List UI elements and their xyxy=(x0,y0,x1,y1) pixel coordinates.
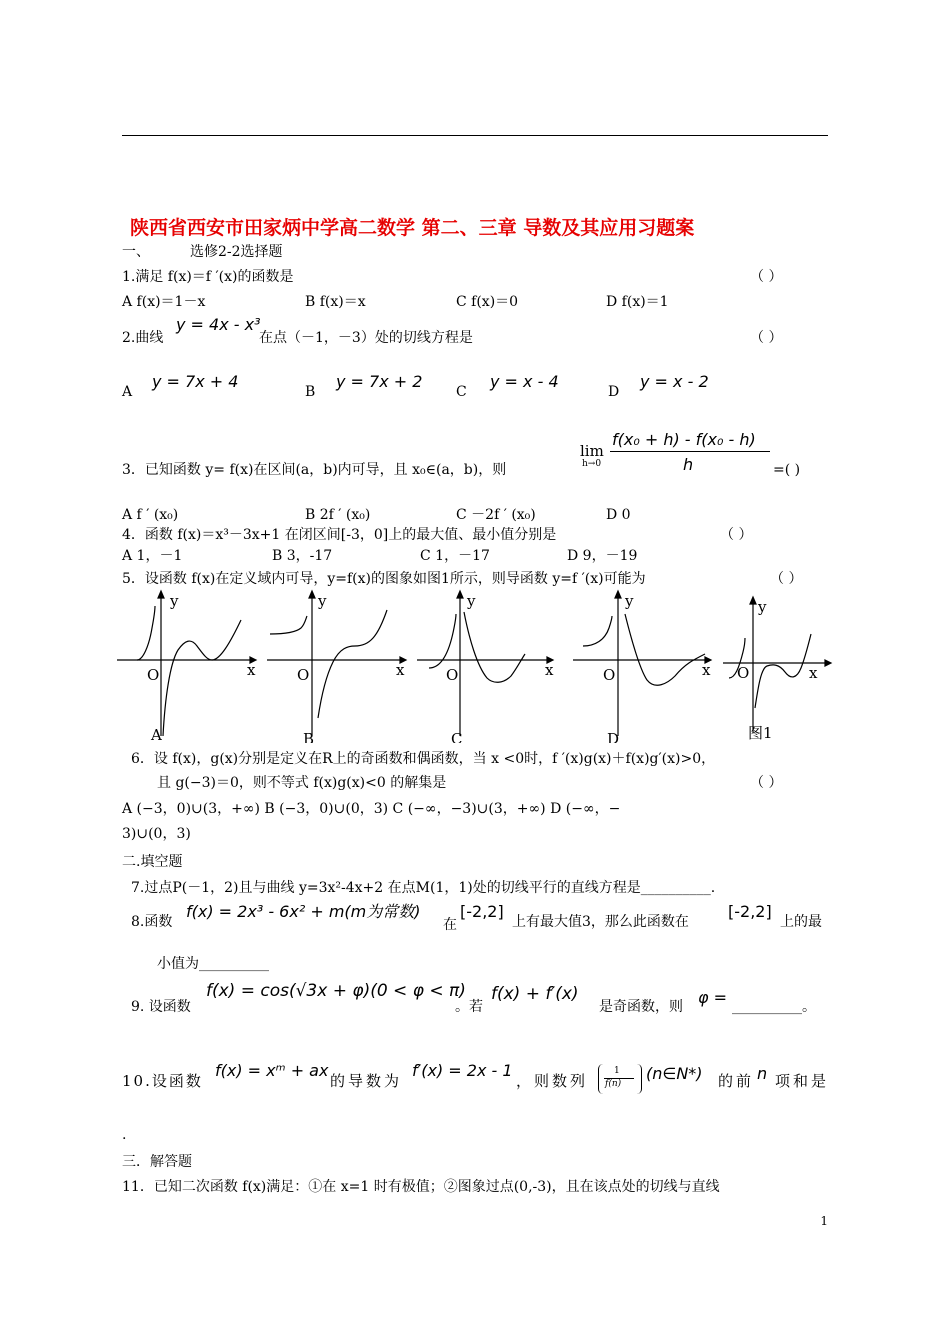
section1-label: 选修2-2选择题 xyxy=(190,244,283,260)
q10-n: n xyxy=(757,1064,768,1083)
graph-fig1-curve-right xyxy=(755,634,811,708)
q10-seq-numerator: 1 xyxy=(614,1066,620,1076)
q5-stem: 5．设函数 f(x)在定义域内可导，y=f(x)的图象如图1所示，则导函数 y=f ′(x)可能为 xyxy=(122,571,646,587)
q1-option-b: B f(x)＝x xyxy=(305,294,366,310)
q8-interval-2: [-2,2] xyxy=(728,902,772,921)
q8-stem-post: 上的最 xyxy=(780,914,822,930)
q4-option-b: B 3，-17 xyxy=(272,548,333,564)
q4-option-a: A 1，－1 xyxy=(122,548,183,564)
q9-blank: __________。 xyxy=(732,999,816,1015)
q6-line1: 6．设 f(x)，g(x)分别是定义在R上的奇函数和偶函数，当 x <0时，f ′(x)g(x)＋f(x)g′(x)>0， xyxy=(131,751,716,767)
q10-line2: . xyxy=(122,1127,127,1143)
q10-stem-mid2: ，则数列 xyxy=(516,1072,589,1090)
page-number: 1 xyxy=(820,1214,828,1228)
q3-stem: 3．已知函数 y= f(x)在区间(a，b)内可导，且 x₀∈(a，b)，则 xyxy=(122,462,507,478)
q8-stem-pre: 8.函数 xyxy=(131,914,173,930)
q3-option-d: D 0 xyxy=(606,507,631,523)
graph-d-x-label: x xyxy=(702,661,711,679)
q4-option-c: C 1，－17 xyxy=(420,548,490,564)
graph-c-origin: O xyxy=(446,666,459,684)
q11-stem: 11．已知二次函数 f(x)满足：①在 x=1 时有极值；②图象过点(0,-3)，且在该点处的切线与直线 xyxy=(122,1179,720,1195)
graph-b-curve-right xyxy=(318,610,387,718)
q3-fraction-bar xyxy=(610,451,770,452)
q10-stem-mid1: 的导数为 xyxy=(330,1072,403,1090)
q2-option-d: y = x - 2 xyxy=(640,372,709,391)
q3-option-a: A f ′ (x₀) xyxy=(122,507,179,523)
q9-stem-post: 是奇函数，则 xyxy=(599,999,683,1015)
q4-option-d: D 9，－19 xyxy=(567,548,638,564)
graph-fig1-y-arrow xyxy=(750,597,756,604)
graph-fig1-origin: O xyxy=(737,664,750,682)
q2-stem-pre: 2.曲线 xyxy=(122,330,164,346)
graph-fig1-y-label: y xyxy=(758,598,767,616)
q8-stem-mid1: 在 xyxy=(443,917,457,933)
q2-option-c-letter: C xyxy=(456,384,467,400)
graph-a-curve-left xyxy=(137,606,155,660)
q2-stem-post: 在点（－1，－3）处的切线方程是 xyxy=(259,330,473,346)
q2-option-d-letter: D xyxy=(608,384,620,400)
q2-option-c: y = x - 4 xyxy=(490,372,559,391)
q10-seq-denominator: f(n) xyxy=(605,1079,622,1089)
graph-a-curve-right xyxy=(163,620,241,736)
section1-number: 一、 xyxy=(122,244,150,260)
q9-stem-mid: 。若 xyxy=(455,999,483,1015)
q10-formula2: f′(x) = 2x - 1 xyxy=(412,1061,513,1080)
graph-b-y-arrow xyxy=(309,591,315,598)
q9-formula3: φ = xyxy=(698,988,728,1007)
graph-a-origin: O xyxy=(147,666,160,684)
graph-c-x-label: x xyxy=(545,661,554,679)
graph-a-y-label: y xyxy=(170,592,179,610)
q1-stem: 1.满足 f(x)＝f ′(x)的函数是 xyxy=(122,269,294,285)
q10-sequence-braces xyxy=(598,1064,642,1094)
graph-fig1-x-label: x xyxy=(809,664,818,682)
graph-b-y-label: y xyxy=(318,592,327,610)
graph-d-caption: D xyxy=(607,730,620,743)
q6-options-line2: 3)∪(0，3) xyxy=(122,826,191,842)
q1-answer-paren: （ ） xyxy=(750,269,783,285)
graph-a-caption: A xyxy=(151,726,162,743)
graph-d-origin: O xyxy=(603,666,616,684)
graph-c-curve-right xyxy=(464,612,525,682)
q2-option-a-letter: A xyxy=(122,384,133,400)
q1-option-d: D f(x)＝1 xyxy=(606,294,669,310)
q9-stem-pre: 9. 设函数 xyxy=(131,999,191,1015)
graph-b-origin: O xyxy=(297,666,310,684)
page-title: 陕西省西安市田家炳中学高二数学 第二、三章 导数及其应用习题案 xyxy=(130,217,695,239)
q6-line2: 且 g(−3)＝0，则不等式 f(x)g(x)<0 的解集是 xyxy=(157,775,447,791)
graph-fig1-caption: 图1 xyxy=(748,724,773,742)
q2-answer-paren: （ ） xyxy=(750,330,783,346)
q3-tail: =( ) xyxy=(773,462,801,478)
graph-c-y-label: y xyxy=(467,592,476,610)
q1-option-a: A f(x)＝1－x xyxy=(122,294,206,310)
q8-interval-1: [-2,2] xyxy=(460,902,504,921)
q3-option-b: B 2f ′ (x₀) xyxy=(305,507,371,523)
q10-stem-mid3: 的前 xyxy=(718,1072,755,1090)
q5-graphs xyxy=(115,588,835,743)
q6-answer-paren: （ ） xyxy=(750,775,783,791)
q3-numerator: f(x₀ + h) - f(x₀ - h) xyxy=(612,430,756,449)
q9-formula: f(x) = cos(√3x + φ)(0 < φ < π) xyxy=(206,981,466,1001)
graph-a-y-arrow xyxy=(158,591,164,598)
q8-formula: f(x) = 2x³ - 6x² + m(m为常数) xyxy=(186,902,421,921)
q6-options-line1: A (−3，0)∪(3，+∞) B (−3，0)∪(0，3) C (−∞，−3)∪(3，+∞) D (−∞，− xyxy=(122,801,621,817)
q2-option-b-letter: B xyxy=(305,384,316,400)
q3-lim-sub: h→0 xyxy=(582,459,602,469)
q2-option-b: y = 7x + 2 xyxy=(336,372,423,391)
q4-answer-paren: （ ） xyxy=(720,527,753,543)
q2-formula: y = 4x - x³ xyxy=(176,315,261,334)
header-rule xyxy=(122,135,828,136)
q2-option-a: y = 7x + 4 xyxy=(152,372,239,391)
q5-answer-paren: （ ） xyxy=(770,571,803,587)
q3-denominator: h xyxy=(683,455,694,474)
graph-fig1-x-arrow xyxy=(825,660,831,666)
graph-b-curve-left xyxy=(270,616,307,634)
graph-d-curve-left xyxy=(583,616,612,646)
graph-d-curve-right xyxy=(625,614,705,685)
graph-c-y-arrow xyxy=(457,591,463,598)
q1-option-c: C f(x)＝0 xyxy=(456,294,519,310)
section2-heading: 二.填空题 xyxy=(122,854,183,870)
q10-formula: f(x) = xᵐ + ax xyxy=(215,1061,329,1080)
q8-line2: 小值为__________ xyxy=(157,956,269,972)
q3-option-c: C －2f ′ (x₀) xyxy=(456,507,536,523)
graph-d-y-label: y xyxy=(625,592,634,610)
q9-formula2: f(x) + f′(x) xyxy=(491,984,579,1004)
q7-stem: 7.过点P(－1，2)且与曲线 y=3x²-4x+2 在点M(1，1)处的切线平行的直线方程是__________. xyxy=(131,880,716,896)
q4-stem: 4．函数 f(x)＝x³－3x+1 在闭区间[-3，0]上的最大值、最小值分别是 xyxy=(122,527,557,543)
q10-stem-post: 项和是 xyxy=(775,1072,830,1090)
graph-d-y-arrow xyxy=(615,591,621,598)
q8-stem-mid2: 上有最大值3，那么此函数在 xyxy=(512,914,689,930)
graph-b-x-label: x xyxy=(396,661,405,679)
section3-heading: 三．解答题 xyxy=(122,1154,192,1170)
graph-b-caption: B xyxy=(303,730,315,743)
q10-stem-pre: 10.设函数 xyxy=(122,1072,203,1090)
q3-lim: lim xyxy=(580,442,604,460)
q5-graphs-svg xyxy=(115,588,835,743)
q10-seq-condition: (n∈N*) xyxy=(646,1064,703,1083)
graph-a-x-label: x xyxy=(247,661,256,679)
graph-c-caption: C xyxy=(451,730,463,743)
